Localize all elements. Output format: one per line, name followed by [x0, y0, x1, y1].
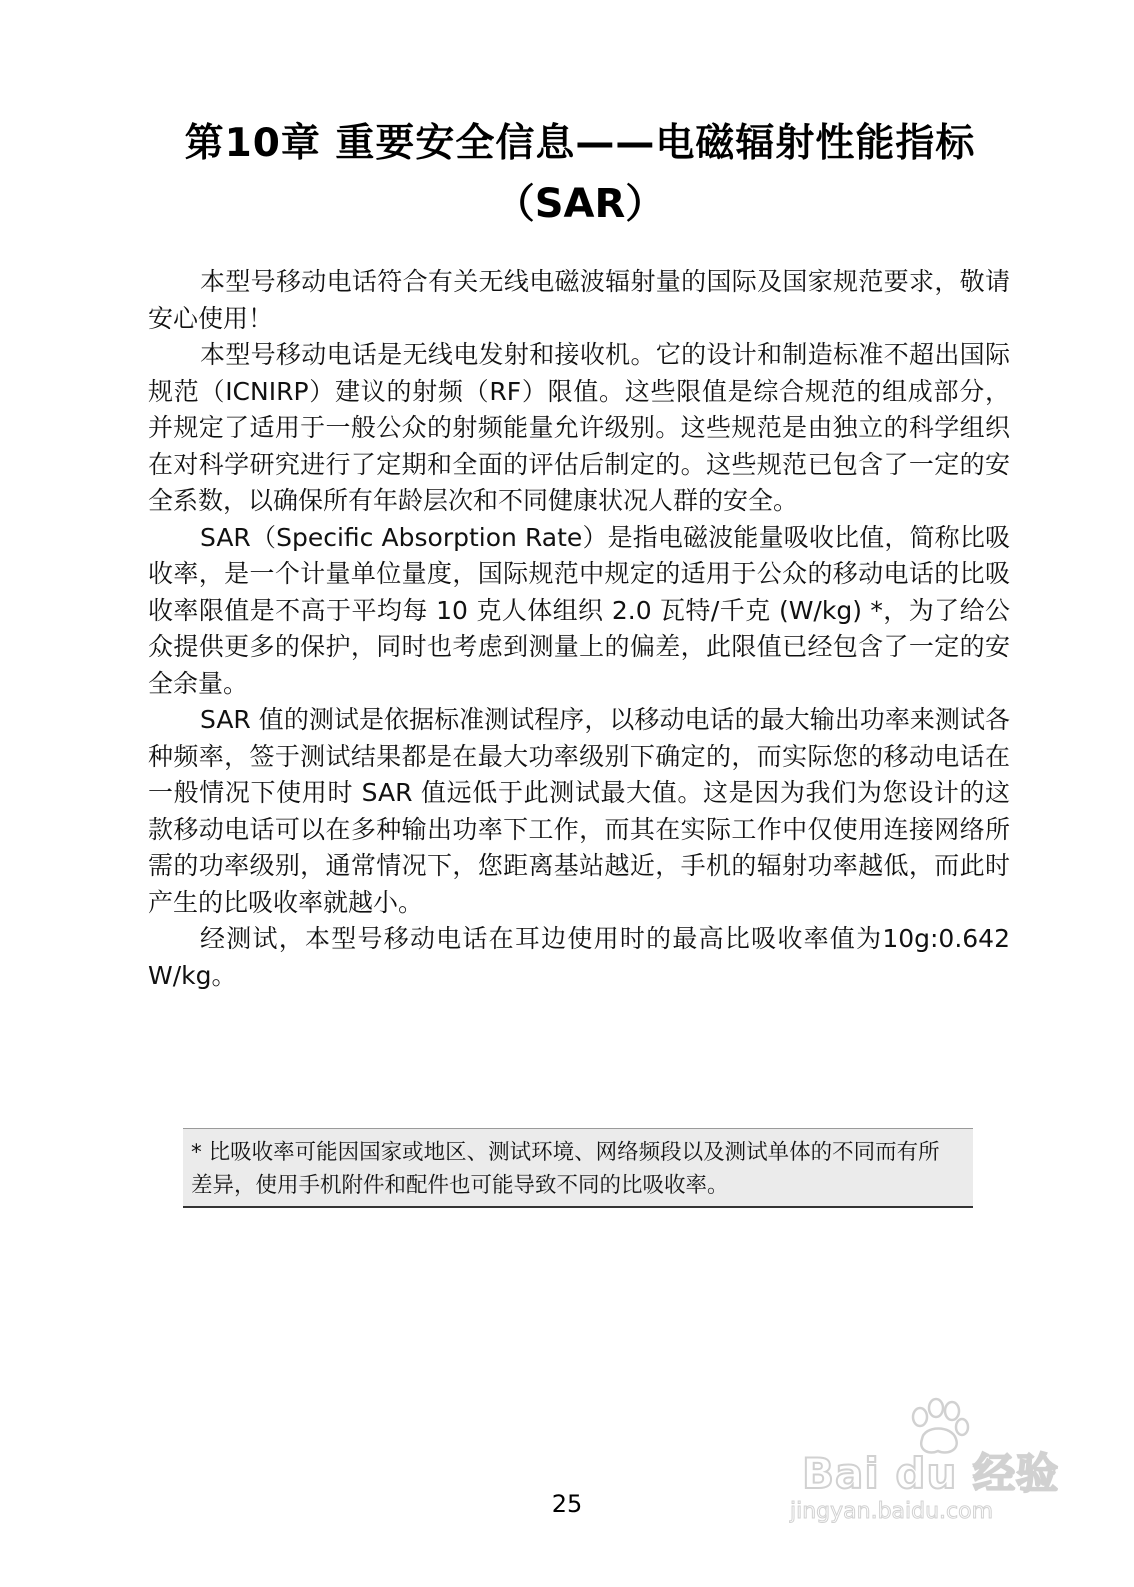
baidu-watermark: [770, 1395, 1060, 1530]
paragraph-icnirp: 本型号移动电话是无线电发射和接收机。它的设计和制造标准不超出国际规范（ICNIRP）建议的射频（RF）限值。这些限值是综合规范的组成部分，并规定了适用于一般公众的射频能量允许级别。这些规范是由独立的科学组织在对科学研究进行了定期和全面的评估后制定的。这些规范已包含了一定的安全系数，以确保所有年龄层次和不同健康状况人群的安全。: [148, 340, 1010, 515]
chapter-title-abbreviation: （SAR）: [494, 181, 666, 227]
chapter-title: 第10章 重要安全信息——电磁辐射性能指标: [184, 121, 976, 166]
footnote-box: * 比吸收率可能因国家或地区、测试环境、网络频段以及测试单体的不同而有所差异，使用手机附件和配件也可能导致不同的比吸收率。: [183, 1128, 973, 1208]
paragraph-sar-testing: SAR 值的测试是依据标准测试程序，以移动电话的最大输出功率来测试各种频率，签于测试结果都是在最大功率级别下确定的，而实际您的移动电话在一般情况下使用时 SAR 值远低于此测试最大值。这是因为我们为您设计的这款移动电话可以在多种输出功率下工作，而其在实际工作中仅使用连接网络所需的功率级别，通常情况下，您距离基站越近，手机的辐射功率越低，而此时产生的比吸收率就越小。: [148, 705, 1010, 917]
page-number: 25: [551, 1490, 583, 1518]
watermark-brand: Bai du 经验: [802, 1449, 1059, 1498]
body-text: [148, 264, 1010, 994]
paragraph-intro: 本型号移动电话符合有关无线电磁波辐射量的国际及国家规范要求，敬请安心使用！: [148, 267, 1010, 333]
paragraph-sar-definition: SAR（Specific Absorption Rate）是指电磁波能量吸收比值，简称比吸收率，是一个计量单位量度，国际规范中规定的适用于公众的移动电话的比吸收率限值是不高于平均每 10 克人体组织 2.0 瓦特/千克 (W/kg) *，为了给公众提供更多的保护，同时也考虑到测量上的偏差，此限值已经包含了一定的安全余量。: [148, 522, 1010, 698]
paragraph-test-result: 经测试，本型号移动电话在耳边使用时的最高比吸收率值为10g:0.642W/kg。: [148, 924, 1010, 990]
watermark-url: jingyan.baidu.com: [790, 1499, 994, 1524]
